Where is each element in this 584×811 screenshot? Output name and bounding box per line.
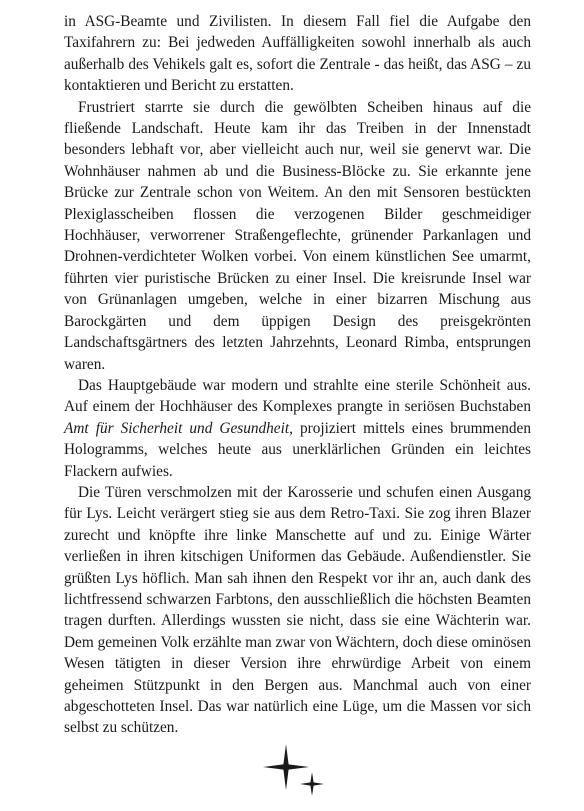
paragraph-2-text: Frustriert starrte sie durch die gewölbten Scheiben hinaus auf die fließende Landschaft. Heute kam ihr das Treiben in der Innenstadt besonders lebhaft vor, aber vielleicht auch nur, weil sie genervt war. Die Wohnhäuser nahmen ab und die Business-Blöcke zu. Sie erkannte jene Brücke zur Zentrale schon von Weitem. An den mit Sensoren bestückten Plexiglasscheiben flossen die verzogenen Bilder geschmeidiger Hochhäuser, verworrener Straßengeflechte, grünender Parkanlagen und Drohnen-verdichteter Wolken vorbei. Von einem künstlichen See umarmt, führten vier puristische Brücken zu einer Insel. Die kreisrunde Insel war von Grünanlagen umgeben, welche in einer bizarren Mischung aus Barockgärten und dem üppigen Design des preisgekrönten Landschaftsgärtners des letzten Jahrzehnts, Leonard Rimba, entsprungen waren.: [64, 98, 531, 373]
large-star-icon: [263, 744, 309, 790]
paragraph-1-text: in ASG-Beamte und Zivilisten. In diesem Fall fiel die Aufgabe den Taxifahrern zu: Bei jedweden Auffälligkeiten sowohl innerhalb als auch außerhalb des Vehikels galt es, sofort die Zentrale - das heißt, das ASG – zu kontaktieren und Bericht zu erstatten.: [64, 13, 531, 95]
paragraph-4: [64, 482, 531, 739]
body-text: [64, 11, 531, 739]
agency-name-italic: Amt für Sicherheit und Gesundheit,: [64, 419, 293, 437]
paragraph-4-text: Die Türen verschmolzen mit der Karosserie und schufen einen Ausgang für Lys. Leicht verärgert stieg sie aus dem Retro-Taxi. Sie zog ihren Blazer zurecht und knöpfte ihre linke Manschette auf und zu. Einige Wärter verließen in ihren kitschigen Uniformen das Gebäude. Außendienstler. Sie grüßten Lys höflich. Man sah ihnen den Respekt vor ihr an, auch dank des lichtfressend schwarzen Farbtons, den ausschließlich die höchsten Beamten tragen durften. Allerdings wussten sie nicht, dass sie eine Wächterin war. Dem gemeinen Volk erzählte man zwar von Wächtern, doch diese ominösen Wesen tätigten in dieser Version ihre ehrwürdige Arbeit von einem geheimen Stützpunkt in den Bergen aus. Manchmal auch von einer abgeschotteten Insel. Das war natürlich eine Lüge, um die Massen vor sich selbst zu schützen.: [64, 483, 531, 737]
paragraph-3-text-a: Das Hauptgebäude war modern und strahlte eine sterile Schönheit aus. Auf einem der Hochhäuser des Komplexes prangte in seriösen Buchstaben: [64, 376, 531, 416]
paragraph-1: [64, 11, 531, 97]
paragraph-3: [64, 375, 531, 482]
four-pointed-stars-icon: [262, 742, 328, 802]
paragraph-3-text-b: projiziert mittels eines brummenden Hologramms, welches heute aus unerklärlichen Gründen ein leichtes Flackern aufwies.: [64, 419, 531, 480]
paragraph-2: [64, 97, 531, 375]
small-star-icon: [300, 772, 324, 796]
